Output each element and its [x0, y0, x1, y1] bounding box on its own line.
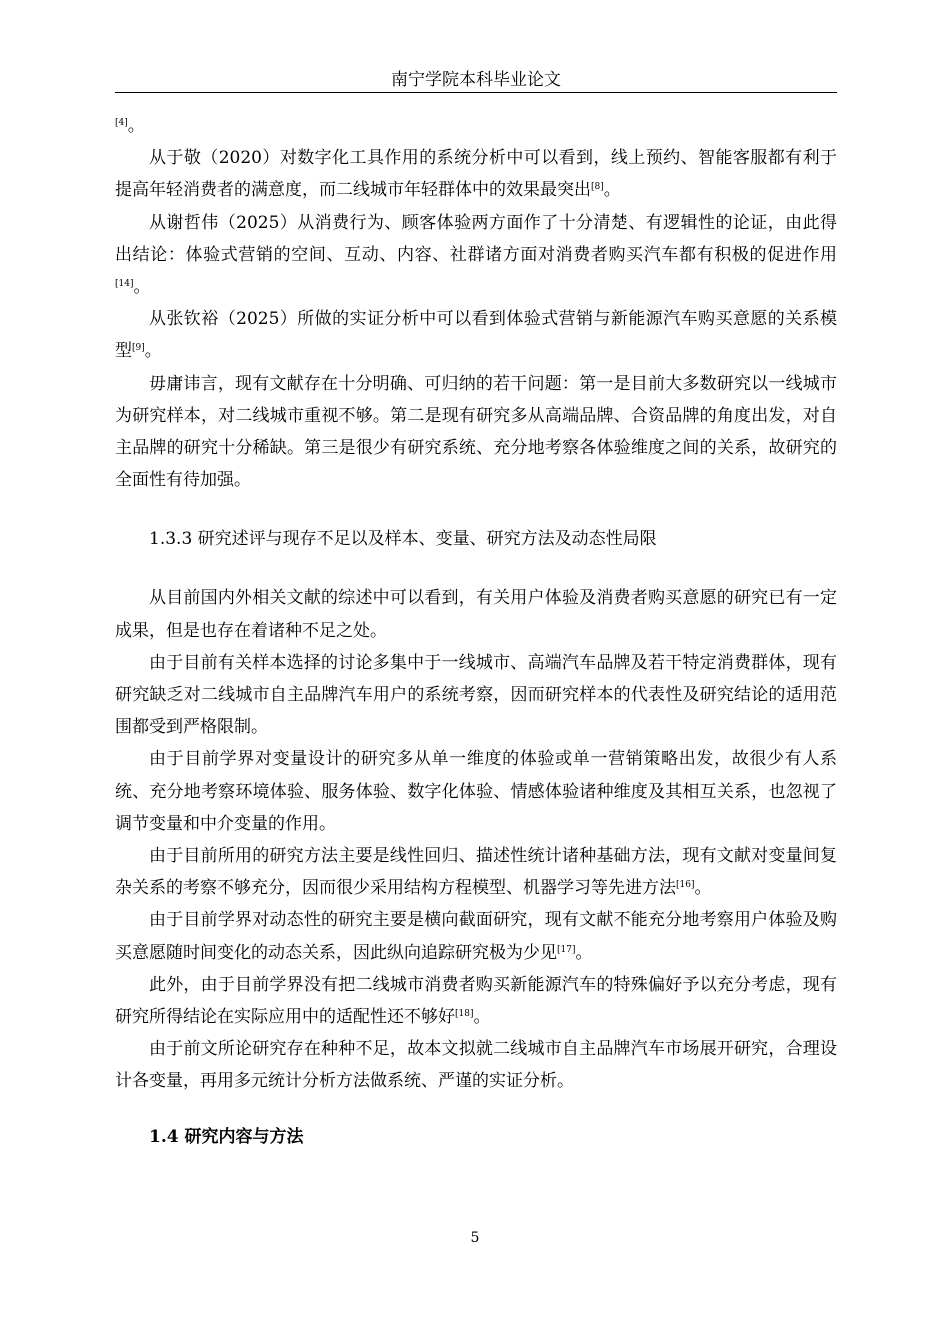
- paragraph: [115, 1033, 837, 1097]
- citation: [16]: [676, 880, 695, 891]
- page-body: [115, 110, 837, 1153]
- paragraph-text: 由于前文所论研究存在种种不足，故本文拟就二线城市自主品牌汽车市场展开研究，合理设计各变量，再用多元统计分析方法做系统、严谨的实证分析。: [115, 1039, 837, 1092]
- paragraph-text: 此外，由于目前学界没有把二线城市消费者购买新能源汽车的特殊偏好予以充分考虑，现有研究所得结论在实际应用中的适配性还不够好: [115, 974, 837, 1028]
- paragraph: [115, 969, 837, 1033]
- citation: [9]: [132, 343, 145, 354]
- paragraph-text: 由于目前学界对动态性的研究主要是横向截面研究，现有文献不能充分地考察用户体验及购买意愿随时间变化的动态关系，因此纵向追踪研究极为少见: [115, 910, 837, 963]
- paragraph-end: 。: [144, 341, 162, 362]
- paragraph-text: 从谢哲伟（2025）从消费行为、顾客体验两方面作了十分清楚、有逻辑性的论证，由此得出结论：体验式营销的空间、互动、内容、社群诸方面对消费者购买汽车都有积极的促进作用: [115, 212, 837, 265]
- paragraph-text: 从张钦裕（2025）所做的实证分析中可以看到体验式营销与新能源汽车购买意愿的关系模型: [115, 309, 837, 362]
- paragraph-end: 。: [603, 180, 621, 201]
- paragraph: [115, 904, 837, 968]
- page-number: 5: [470, 1230, 480, 1246]
- paragraph: [115, 743, 837, 840]
- citation: [14]: [115, 279, 134, 290]
- paragraph-end: 。: [575, 942, 593, 963]
- paragraph-end: 。: [473, 1007, 491, 1028]
- paragraph: [115, 582, 837, 646]
- paragraph: [115, 840, 837, 904]
- citation: [17]: [557, 944, 576, 955]
- header-rule: [115, 92, 837, 93]
- paragraph-end: 。: [694, 878, 712, 899]
- section-subheading: 1.3.3 研究述评与现存不足以及样本、变量、研究方法及动态性局限: [149, 529, 657, 550]
- paragraph: [115, 207, 837, 304]
- paragraph-group-after: [115, 582, 837, 1097]
- paragraph-text: 毋庸讳言，现有文献存在十分明确、可归纳的若干问题：第一是目前大多数研究以一线城市为研究样本，对二线城市重视不够。第二是现有研究多从高端品牌、合资品牌的角度出发，对自主品牌的研究十分稀缺。第三是很少有研究系统、充分地考察各体验维度之间的关系，故研究的全面性有待加强。: [115, 373, 837, 491]
- paragraph-end: 。: [127, 116, 145, 136]
- paragraph-text: 从目前国内外相关文献的综述中可以看到，有关用户体验及消费者购买意愿的研究已有一定成果，但是也存在着诸种不足之处。: [115, 588, 837, 641]
- citation: [18]: [455, 1009, 474, 1020]
- page-header: 南宁学院本科毕业论文: [391, 70, 561, 90]
- citation: [4]: [115, 118, 128, 128]
- paragraph: [115, 142, 837, 206]
- paragraph: [115, 303, 837, 367]
- paragraph-group-before: [115, 110, 837, 496]
- citation: [8]: [591, 182, 604, 193]
- paragraph-text: 从于敬（2020）对数字化工具作用的系统分析中可以看到，线上预约、智能客服都有利于提高年轻消费者的满意度，而二线城市年轻群体中的效果最突出: [115, 148, 837, 201]
- paragraph: [115, 110, 837, 142]
- paragraph: [115, 368, 837, 497]
- paragraph-text: 由于目前所用的研究方法主要是线性回归、描述性统计诸种基础方法，现有文献对变量间复杂关系的考察不够充分，因而很少采用结构方程模型、机器学习等先进方法: [115, 846, 837, 899]
- paragraph-text: 由于目前有关样本选择的讨论多集中于一线城市、高端汽车品牌及若干特定消费群体，现有研究缺乏对二线城市自主品牌汽车用户的系统考察，因而研究样本的代表性及研究结论的适用范围都受到严格限制。: [115, 652, 837, 738]
- paragraph: [115, 647, 837, 744]
- paragraph-end: 。: [133, 277, 151, 298]
- paragraph-text: 由于目前学界对变量设计的研究多从单一维度的体验或单一营销策略出发，故很少有人系统、充分地考察环境体验、服务体验、数字化体验、情感体验诸种维度及其相互关系，也忽视了调节变量和中介变量的作用。: [115, 749, 837, 834]
- section-heading: 1.4 研究内容与方法: [149, 1126, 304, 1147]
